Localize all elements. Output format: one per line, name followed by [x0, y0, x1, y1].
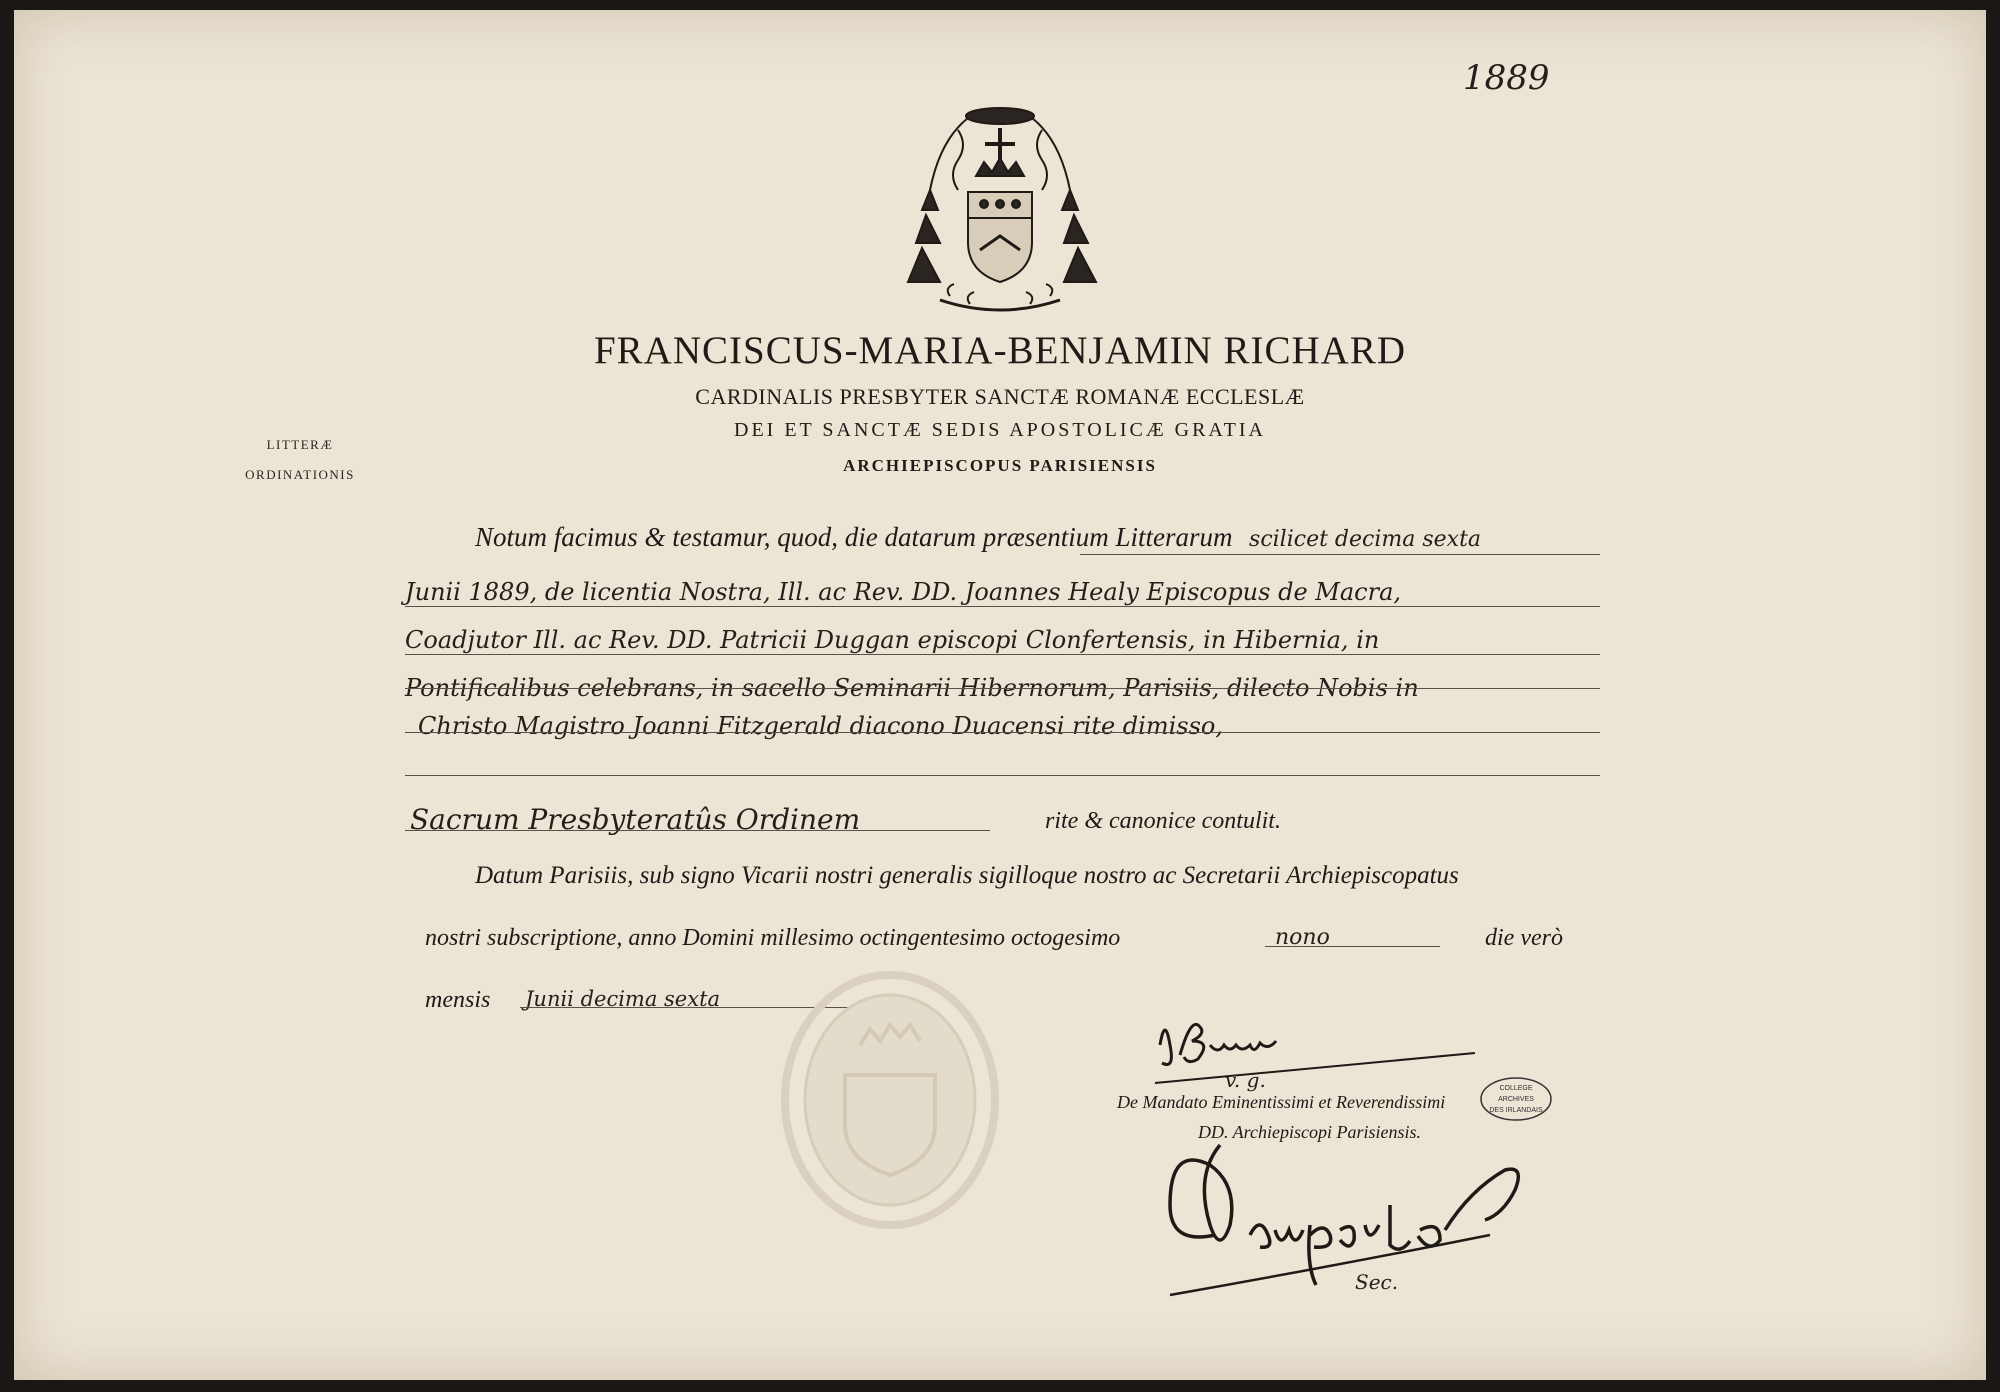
datum-line-1: Datum Parisiis, sub signo Vicarii nostri generalis sigilloque nostro ac Secretarii Archiepiscopatus: [475, 862, 1459, 889]
fill-rule-5: [405, 732, 1600, 733]
vicar-title: v. g.: [1225, 1068, 1266, 1092]
header-title-line-4: ARCHIEPISCOPUS PARISIENSIS: [843, 456, 1157, 475]
stamp-line-1: COLLEGE: [1499, 1085, 1533, 1092]
embossed-seal-icon: [775, 965, 1005, 1235]
body-line-5: Christo Magistro Joanni Fitzgerald diacono Duacensi rite dimisso,: [418, 712, 1223, 740]
archbishop-name: FRANCISCUS-MARIA-BENJAMIN RICHARD: [593, 329, 1406, 372]
body-line-3: Coadjutor Ill. ac Rev. DD. Patricii Duggan episcopi Clonfertensis, in Hibernia, in: [405, 626, 1380, 654]
fill-rule-7: [405, 830, 990, 831]
header-title-line-2: CARDINALIS PRESBYTER SANCTÆ ROMANÆ ECCLESLÆ: [695, 384, 1305, 409]
mensis-handwritten: Junii decima sexta: [525, 987, 721, 1011]
archive-stamp-icon: [1478, 1075, 1554, 1123]
coat-of-arms-icon: [900, 100, 1100, 320]
datum-line-2-end: die verò: [1485, 925, 1563, 951]
fill-rule-2: [405, 606, 1600, 607]
mandate-line-1: De Mandato Eminentissimi et Reverendissimi: [1117, 1092, 1446, 1112]
fill-rule-6: [405, 775, 1600, 776]
side-label-ordinationis: ORDINATIONIS: [245, 467, 355, 482]
fill-rule-3: [405, 654, 1600, 655]
header-title-line-3: DEI ET SANCTÆ SEDIS APOSTOLICÆ GRATIA: [734, 419, 1266, 441]
body-line-1-print: Notum facimus & testamur, quod, die datarum præsentium Litterarum: [475, 522, 1233, 552]
fill-rule-1: [1080, 554, 1600, 555]
fill-rule-8: [1265, 946, 1440, 947]
body-line-1-handwritten: scilicet decima sexta: [1249, 527, 1482, 552]
datum-year-handwritten: nono: [1275, 925, 1330, 950]
secretary-signature-icon: [1160, 1135, 1540, 1310]
datum-line-2: [425, 925, 1120, 952]
vicar-signature-icon: [1150, 1005, 1500, 1085]
secretary-note: Sec.: [1355, 1270, 1399, 1294]
stamp-line-3: DES IRLANDAIS: [1489, 1107, 1543, 1114]
body-line-4: Pontificalibus celebrans, in sacello Seminarii Hibernorum, Parisiis, dilecto Nobis in: [405, 674, 1419, 702]
body-line-1: [475, 522, 1481, 553]
order-handwritten: Sacrum Presbyteratûs Ordinem: [410, 803, 861, 836]
stamp-line-2: ARCHIVES: [1498, 1096, 1534, 1103]
mensis-label: mensis: [425, 987, 491, 1013]
datum-line-2-print: nostri subscriptione, anno Domini millesimo octingentesimo octogesimo: [425, 925, 1121, 951]
side-label-litterae: LITTERÆ: [266, 437, 334, 452]
body-line-2: Junii 1889, de licentia Nostra, Ill. ac Rev. DD. Joannes Healy Episcopus de Macra,: [405, 578, 1402, 606]
fill-rule-4: [405, 688, 1600, 689]
mandate-line-2: DD. Archiepiscopi Parisiensis.: [1198, 1122, 1421, 1142]
year-annotation: 1889: [1463, 58, 1550, 98]
order-print: rite & canonice contulit.: [1045, 808, 1281, 834]
